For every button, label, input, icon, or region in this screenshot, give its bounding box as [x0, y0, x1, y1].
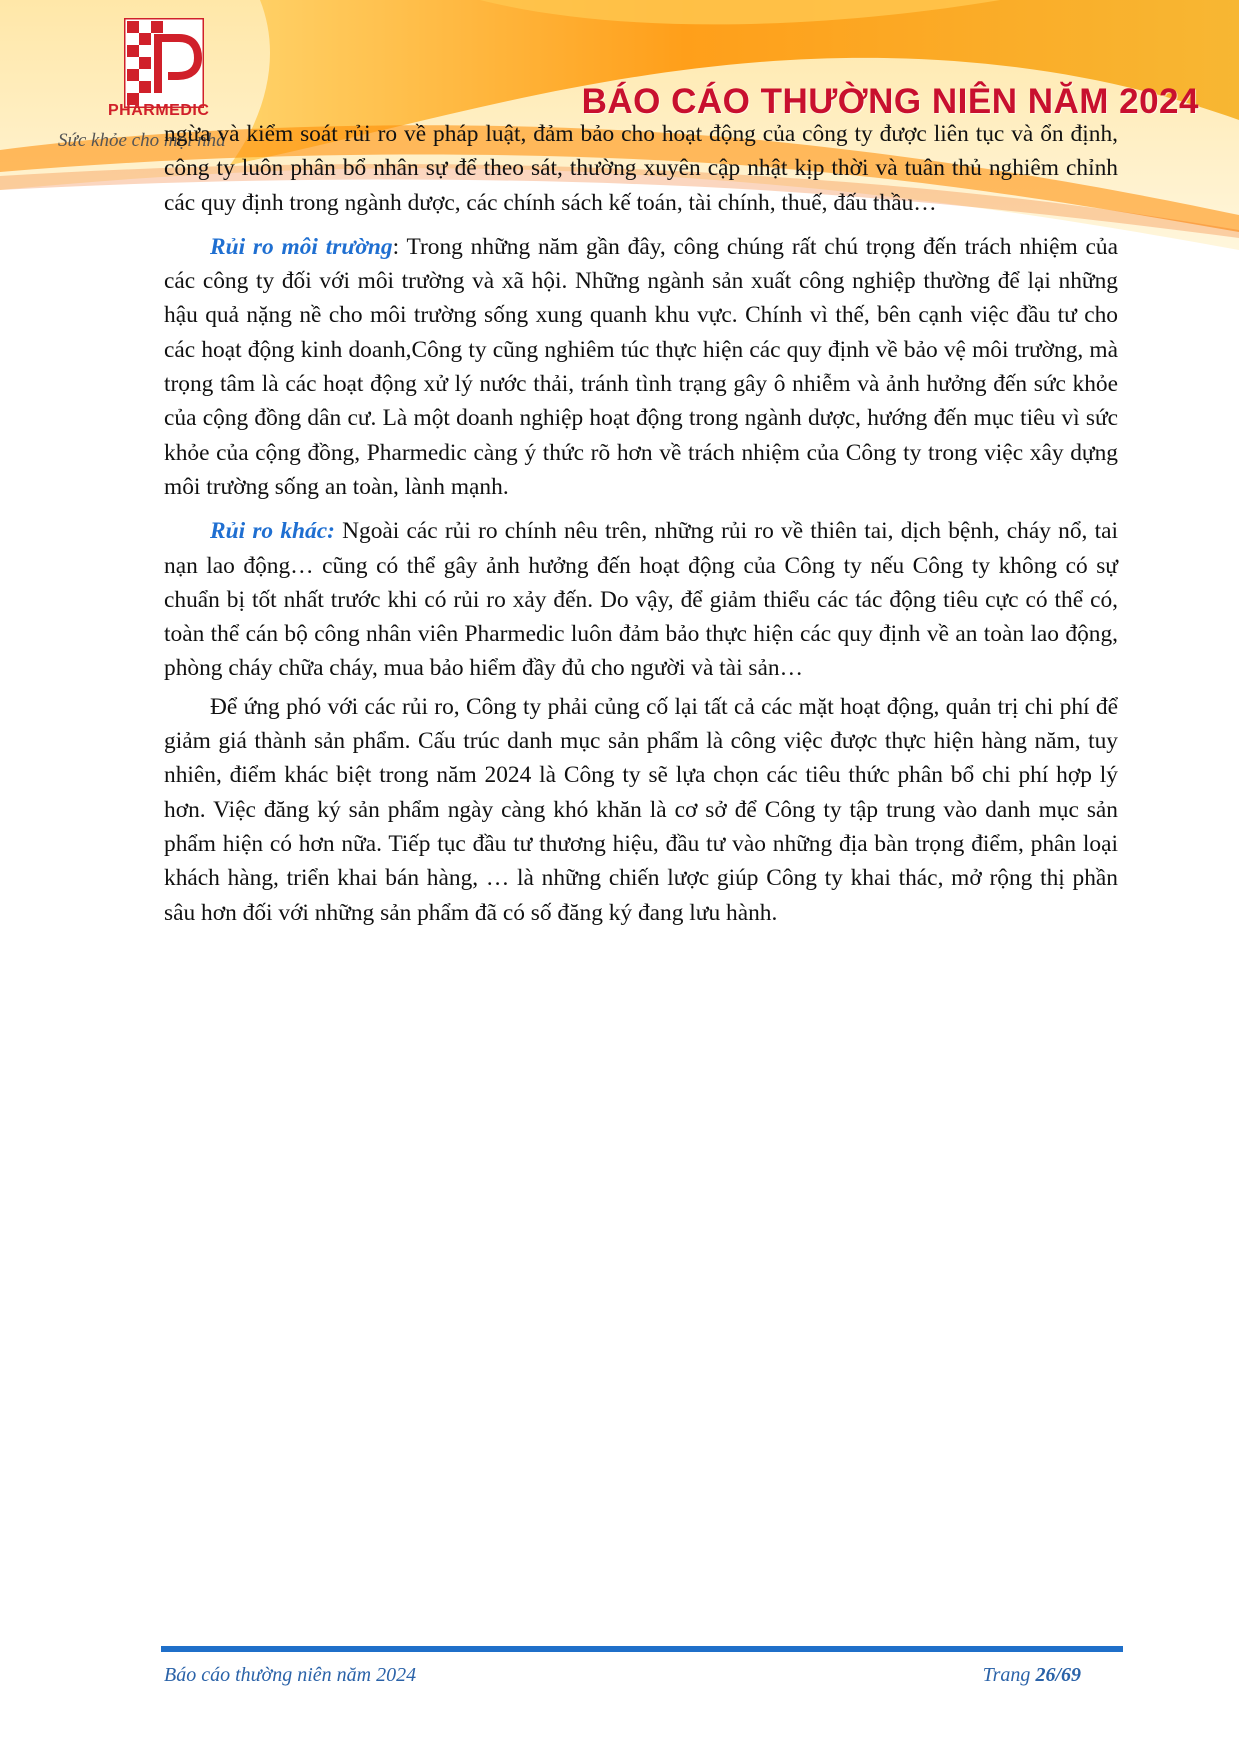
- footer-report-name: Báo cáo thường niên năm 2024: [164, 1664, 417, 1686]
- paragraph-legal-risk-continued: ngừa và kiểm soát rủi ro về pháp luật, đảm bảo cho hoạt động của công ty được liên tục và ổn định, công ty luôn phân bổ nhân sự để theo sát, thường xuyên cập nhật kịp thời và tuân thủ nghiêm chỉnh các quy định trong ngành dược, các chính sách kế toán, tài chính, thuế, đấu thầu…: [164, 121, 1118, 216]
- paragraph-other-risks: [164, 514, 1118, 685]
- page-number: 26/69: [1035, 1664, 1081, 1686]
- brand-name: PHARMEDIC: [108, 102, 210, 119]
- paragraph-risk-response: Để ứng phó với các rủi ro, Công ty phải củng cố lại tất cả các mặt hoạt động, quản trị chi phí để giảm giá thành sản phẩm. Cấu trúc danh mục sản phẩm là công việc được thực hiện hàng năm, tuy nhiên, điểm khác biệt trong năm 2024 là Công ty sẽ lựa chọn các tiêu thức phân bổ chi phí hợp lý hơn. Việc đăng ký sản phẩm ngày càng khó khăn là cơ sở để Công ty tập trung vào danh mục sản phẩm hiện có hơn nữa. Tiếp tục đầu tư thương hiệu, đầu tư vào những địa bàn trọng điểm, phân loại khách hàng, triển khai bán hàng, … là những chiến lược giúp Công ty khai thác, mở rộng thị phần sâu hơn đối với những sản phẩm đã có số đăng ký đang lưu hành.: [164, 693, 1118, 926]
- other-risks-heading: Rủi ro khác:: [210, 518, 335, 545]
- environmental-risk-text: : Trong những năm gần đây, công chúng rất chú trọng đến trách nhiệm của các công ty đối với môi trường và xã hội. Những ngành sản xuất công nghiệp thường để lại những hậu quả nặng nề cho môi trường sống xung quanh khu vực. Chính vì thế, bên cạnh việc đầu tư cho các hoạt động kinh doanh,Công ty cũng nghiêm túc thực hiện các quy định về bảo vệ môi trường, mà trọng tâm là các hoạt động xử lý nước thải, tránh tình trạng gây ô nhiễm và ảnh hưởng đến sức khỏe của cộng đồng dân cư. Là một doanh nghiệp hoạt động trong ngành dược, hướng đến mục tiêu vì sức khỏe của cộng đồng, Pharmedic càng ý thức rõ hơn về trách nhiệm của Công ty trong việc xây dựng môi trường sống an toàn, lành mạnh.: [164, 233, 1118, 500]
- other-risks-text: Ngoài các rủi ro chính nêu trên, những rủi ro về thiên tai, dịch bệnh, cháy nổ, tai nạn lao động… cũng có thể gây ảnh hưởng đến hoạt động của Công ty nếu Công ty không có sự chuẩn bị tốt nhất trước khi có rủi ro xảy đến. Do vậy, để giảm thiểu các tác động tiêu cực có thể có, toàn thể cán bộ công nhân viên Pharmedic luôn đảm bảo thực hiện các quy định về an toàn lao động, phòng cháy chữa cháy, mua bảo hiểm đầy đủ cho người và tài sản…: [164, 518, 1118, 682]
- footer-divider: [161, 1646, 1123, 1652]
- paragraph-environmental-risk: [164, 230, 1118, 504]
- pharmedic-logo-icon: [124, 18, 204, 108]
- environmental-risk-heading: Rủi ro môi trường: [210, 233, 393, 260]
- report-title: BÁO CÁO THƯỜNG NIÊN NĂM 2024: [581, 82, 1199, 121]
- page-label: Trang: [982, 1664, 1036, 1686]
- footer-page-indicator: [983, 1664, 1081, 1687]
- brand-slogan: Sức khỏe cho mọi nhà: [58, 130, 226, 151]
- document-body: [164, 117, 1118, 930]
